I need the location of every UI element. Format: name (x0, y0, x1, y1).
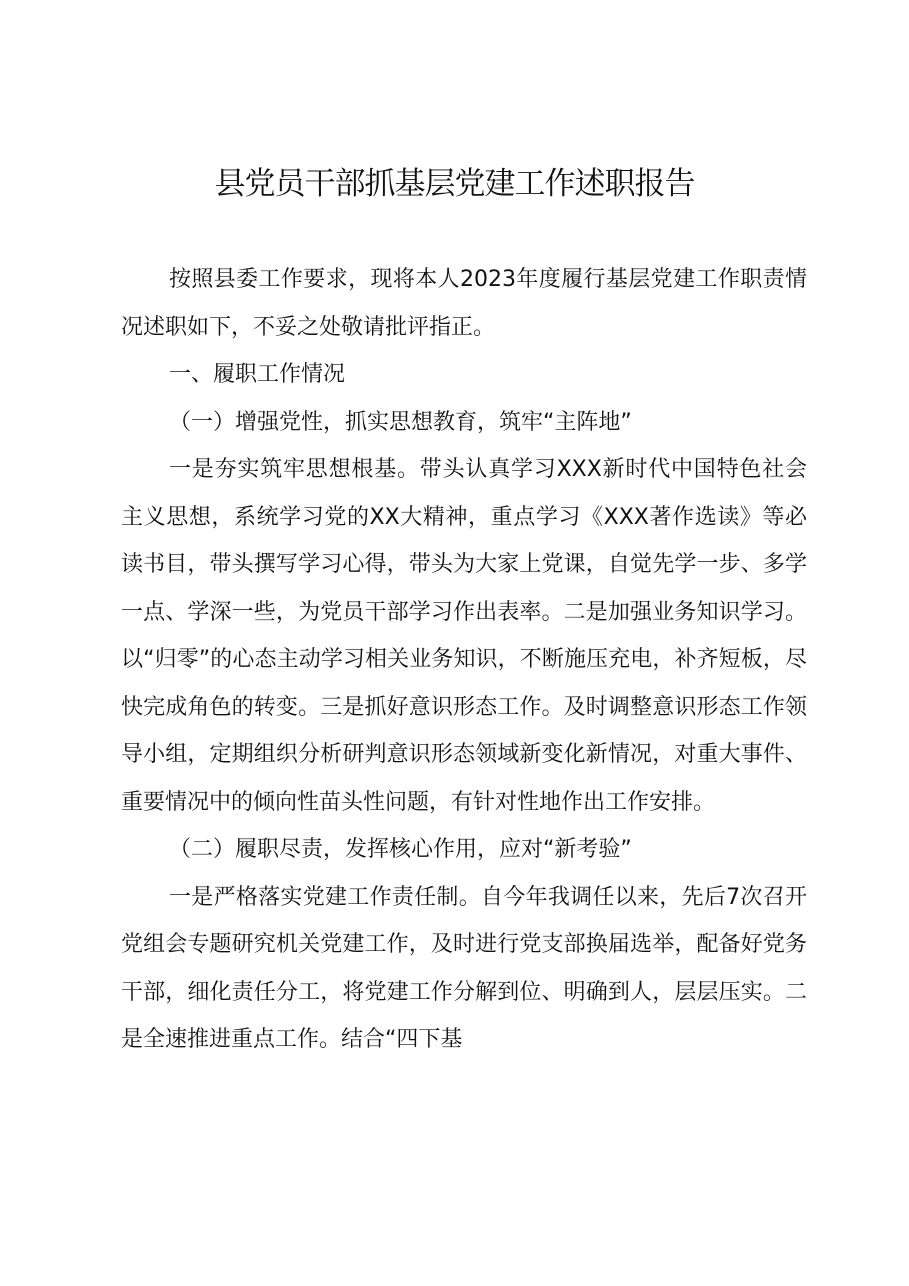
paragraph-ideology: 一是夯实筑牢思想根基。带头认真学习XXX新时代中国特色社会主义思想，系统学习党的XX大精神，重点学习《XXX著作选读》等必读书目，带头撰写学习心得，带头为大家上党课，自觉先学一步、多学一点、学深一些，为党员干部学习作出表率。二是加强业务知识学习。以“归零”的心态主动学习相关业务知识，不断施压充电，补齐短板，尽快完成角色的转变。三是抓好意识形态工作。及时调整意识形态工作领导小组，定期组织分析研判意识形态领域新变化新情况，对重大事件、重要情况中的倾向性苗头性问题，有针对性地作出工作安排。 (121, 457, 807, 815)
subsection-heading-1: （一）增强党性，抓实思想教育，筑牢“主阵地” (169, 409, 632, 435)
document-body (121, 256, 807, 1064)
paragraph-responsibility: 一是严格落实党建工作责任制。自今年我调任以来，先后7次召开党组会专题研究机关党建工作，及时进行党支部换届选举，配备好党务干部，细化责任分工，将党建工作分解到位、明确到人，层层压实。二是全速推进重点工作。结合“四下基 (121, 884, 807, 1052)
document-title: 县党员干部抓基层党建工作述职报告 (214, 166, 695, 202)
paragraph-intro: 按照县委工作要求，现将本人2023年度履行基层党建工作职责情况述职如下，不妥之处敬请批评指正。 (121, 267, 807, 340)
subsection-heading-2: （二）履职尽责，发挥核心作用，应对“新考验” (169, 837, 632, 862)
section-heading-1: 一、履职工作情况 (169, 362, 346, 387)
